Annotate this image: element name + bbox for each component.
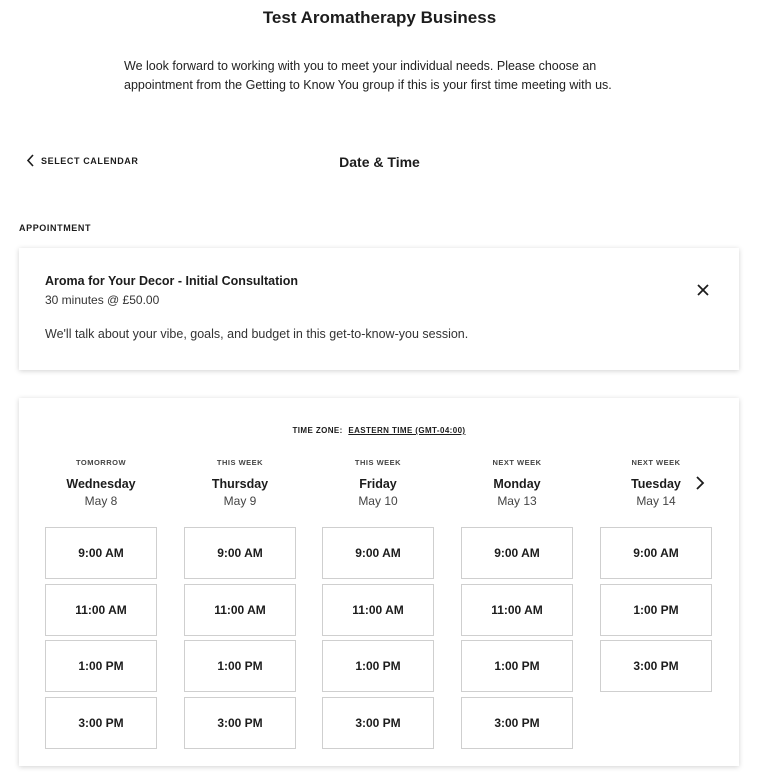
time-slot-list — [184, 527, 296, 753]
time-slot-button[interactable]: 9:00 AM — [322, 527, 434, 579]
day-name: Friday — [359, 477, 397, 491]
day-date: May 13 — [497, 494, 537, 508]
appointment-card — [19, 248, 739, 370]
time-slot-button[interactable]: 9:00 AM — [600, 527, 712, 579]
time-slot-button[interactable]: 3:00 PM — [322, 697, 434, 749]
day-name: Thursday — [211, 477, 269, 491]
day-column — [461, 458, 573, 730]
day-name: Tuesday — [631, 477, 681, 491]
timezone-row — [19, 426, 739, 435]
time-slot-button[interactable]: 1:00 PM — [600, 584, 712, 636]
appointment-section-label: APPOINTMENT — [19, 223, 92, 233]
day-date: May 8 — [84, 494, 118, 508]
day-date: May 9 — [223, 494, 257, 508]
day-column — [322, 458, 434, 730]
day-column — [45, 458, 157, 730]
chevron-right-icon[interactable] — [695, 476, 705, 490]
time-slot-button[interactable]: 1:00 PM — [184, 640, 296, 692]
day-date: May 10 — [358, 494, 398, 508]
day-date: May 14 — [636, 494, 676, 508]
day-tag: TOMORROW — [75, 458, 127, 467]
day-name: Monday — [493, 477, 541, 491]
timezone-label: TIME ZONE: — [292, 426, 343, 435]
time-slot-button[interactable]: 1:00 PM — [461, 640, 573, 692]
day-tag: NEXT WEEK — [631, 458, 681, 467]
day-tag: THIS WEEK — [354, 458, 402, 467]
time-slot-button[interactable]: 3:00 PM — [461, 697, 573, 749]
time-slot-button[interactable]: 11:00 AM — [184, 584, 296, 636]
day-tag: NEXT WEEK — [492, 458, 542, 467]
time-slot-list — [461, 527, 573, 753]
time-slot-button[interactable]: 3:00 PM — [45, 697, 157, 749]
time-slot-list — [45, 527, 157, 753]
time-slot-button[interactable]: 1:00 PM — [45, 640, 157, 692]
appointment-name: Aroma for Your Decor - Initial Consultation — [45, 274, 299, 288]
appointment-description: We'll talk about your vibe, goals, and budget in this get-to-know-you session. — [45, 327, 469, 341]
time-slot-button[interactable]: 3:00 PM — [184, 697, 296, 749]
select-calendar-label: SELECT CALENDAR — [41, 155, 139, 166]
day-name: Wednesday — [66, 477, 136, 491]
step-title: Date & Time — [339, 154, 420, 170]
close-icon[interactable] — [696, 283, 710, 297]
time-slot-button[interactable]: 9:00 AM — [184, 527, 296, 579]
day-tag: THIS WEEK — [216, 458, 264, 467]
time-slot-button[interactable]: 11:00 AM — [461, 584, 573, 636]
time-slot-button[interactable]: 1:00 PM — [322, 640, 434, 692]
time-slot-list — [322, 527, 434, 753]
time-slot-button[interactable]: 9:00 AM — [461, 527, 573, 579]
appointment-duration-price: 30 minutes @ £50.00 — [45, 293, 160, 307]
business-title: Test Aromatherapy Business — [262, 8, 497, 27]
timezone-selector[interactable]: EASTERN TIME (GMT-04:00) — [348, 426, 466, 435]
time-slot-button[interactable]: 11:00 AM — [322, 584, 434, 636]
time-slot-button[interactable]: 3:00 PM — [600, 640, 712, 692]
calendar-card — [19, 398, 739, 766]
time-slot-list — [600, 527, 712, 697]
day-column — [184, 458, 296, 730]
time-slot-button[interactable]: 9:00 AM — [45, 527, 157, 579]
time-slot-button[interactable]: 11:00 AM — [45, 584, 157, 636]
intro-text: We look forward to working with you to meet your individual needs. Please choose an appointment from the Getting to Know You group if this is your first time meeting with us. — [124, 59, 612, 92]
